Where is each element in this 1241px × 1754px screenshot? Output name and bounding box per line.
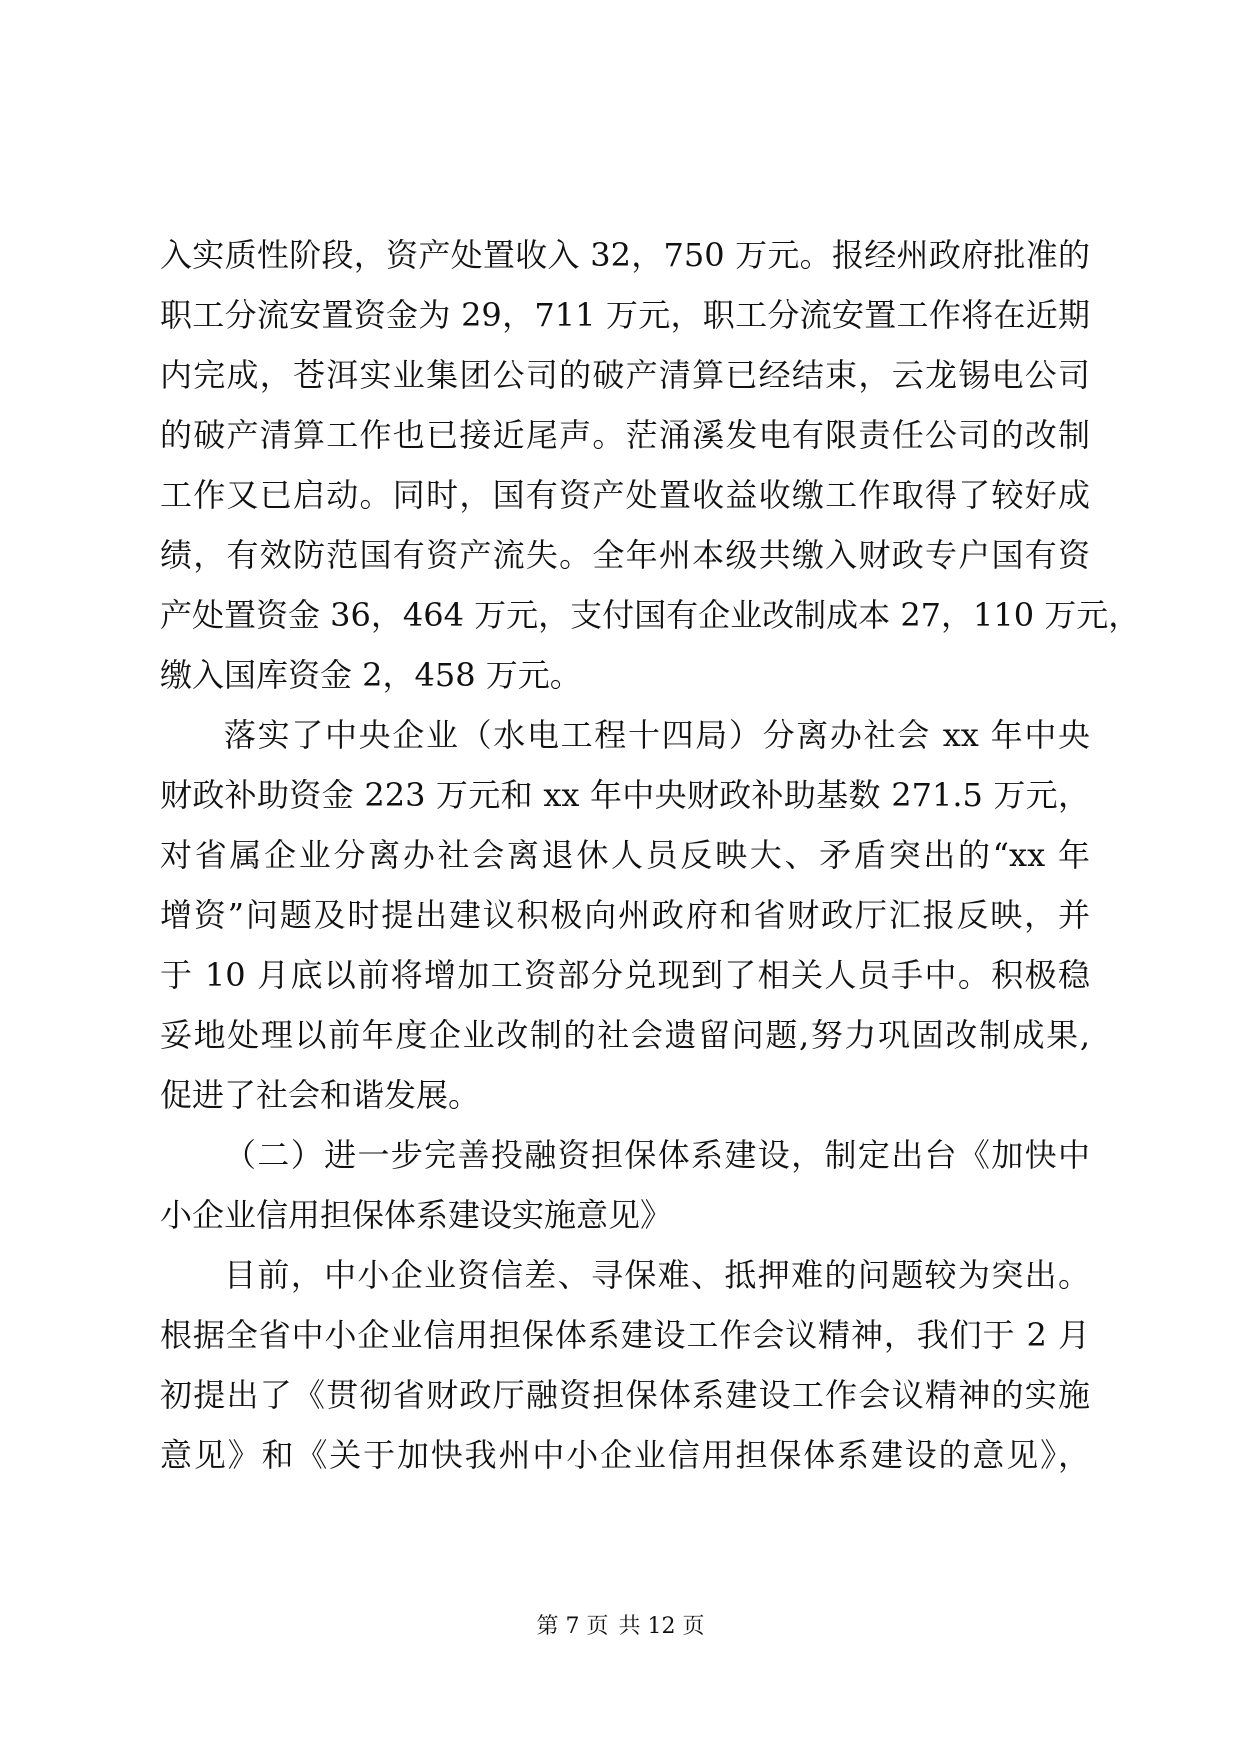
page-footer <box>0 1612 1241 1642</box>
text-line: 入实质性阶段，资产处置收入 32，750 万元。报经州政府批准的 <box>160 236 1090 274</box>
text-line: 的破产清算工作也已接近尾声。茫涌溪发电有限责任公司的改制 <box>160 416 1090 454</box>
text-line: 绩，有效防范国有资产流失。全年州本级共缴入财政专户国有资 <box>160 536 1090 574</box>
text-line: 职工分流安置资金为 29，711 万元，职工分流安置工作将在近期 <box>160 296 1090 334</box>
text-line: 促进了社会和谐发展。 <box>160 1076 481 1114</box>
total-pages: 共 12 页 <box>618 1614 705 1639</box>
text-line: 产处置资金 36，464 万元，支付国有企业改制成本 27，110 万元， <box>160 596 1141 634</box>
text-line: 目前，中小企业资信差、寻保难、抵押难的问题较为突出。 <box>224 1256 1090 1294</box>
text-line: 内完成，苍洱实业集团公司的破产清算已经结束，云龙锡电公司 <box>160 356 1090 394</box>
body-text <box>160 225 1141 1485</box>
text-line: 意见》和《关于加快我州中小企业信用担保体系建设的意见》， <box>160 1436 1090 1474</box>
current-page-number: 第 7 页 <box>536 1614 609 1639</box>
text-line: 妥地处理以前年度企业改制的社会遗留问题,努力巩固改制成果, <box>160 1016 1090 1054</box>
text-line: 于 10 月底以前将增加工资部分兑现到了相关人员手中。积极稳 <box>160 956 1090 994</box>
text-line: 缴入国库资金 2，458 万元。 <box>160 656 582 694</box>
text-line: 增资”问题及时提出建议积极向州政府和省财政厅汇报反映，并 <box>160 896 1090 934</box>
section-heading-line: 小企业信用担保体系建设实施意见》 <box>160 1196 673 1234</box>
text-line: 工作又已启动。同时，国有资产处置收益收缴工作取得了较好成 <box>160 476 1090 514</box>
text-line: 对省属企业分离办社会离退休人员反映大、矛盾突出的“xx 年 <box>160 836 1090 874</box>
section-heading-line: （二）进一步完善投融资担保体系建设，制定出台《加快中 <box>224 1136 1090 1174</box>
text-line: 落实了中央企业（水电工程十四局）分离办社会 xx 年中央 <box>224 716 1090 754</box>
text-line: 根据全省中小企业信用担保体系建设工作会议精神，我们于 2 月 <box>160 1316 1090 1354</box>
text-line: 财政补助资金 223 万元和 xx 年中央财政补助基数 271.5 万元， <box>160 776 1090 814</box>
text-line: 初提出了《贯彻省财政厅融资担保体系建设工作会议精神的实施 <box>160 1376 1090 1414</box>
